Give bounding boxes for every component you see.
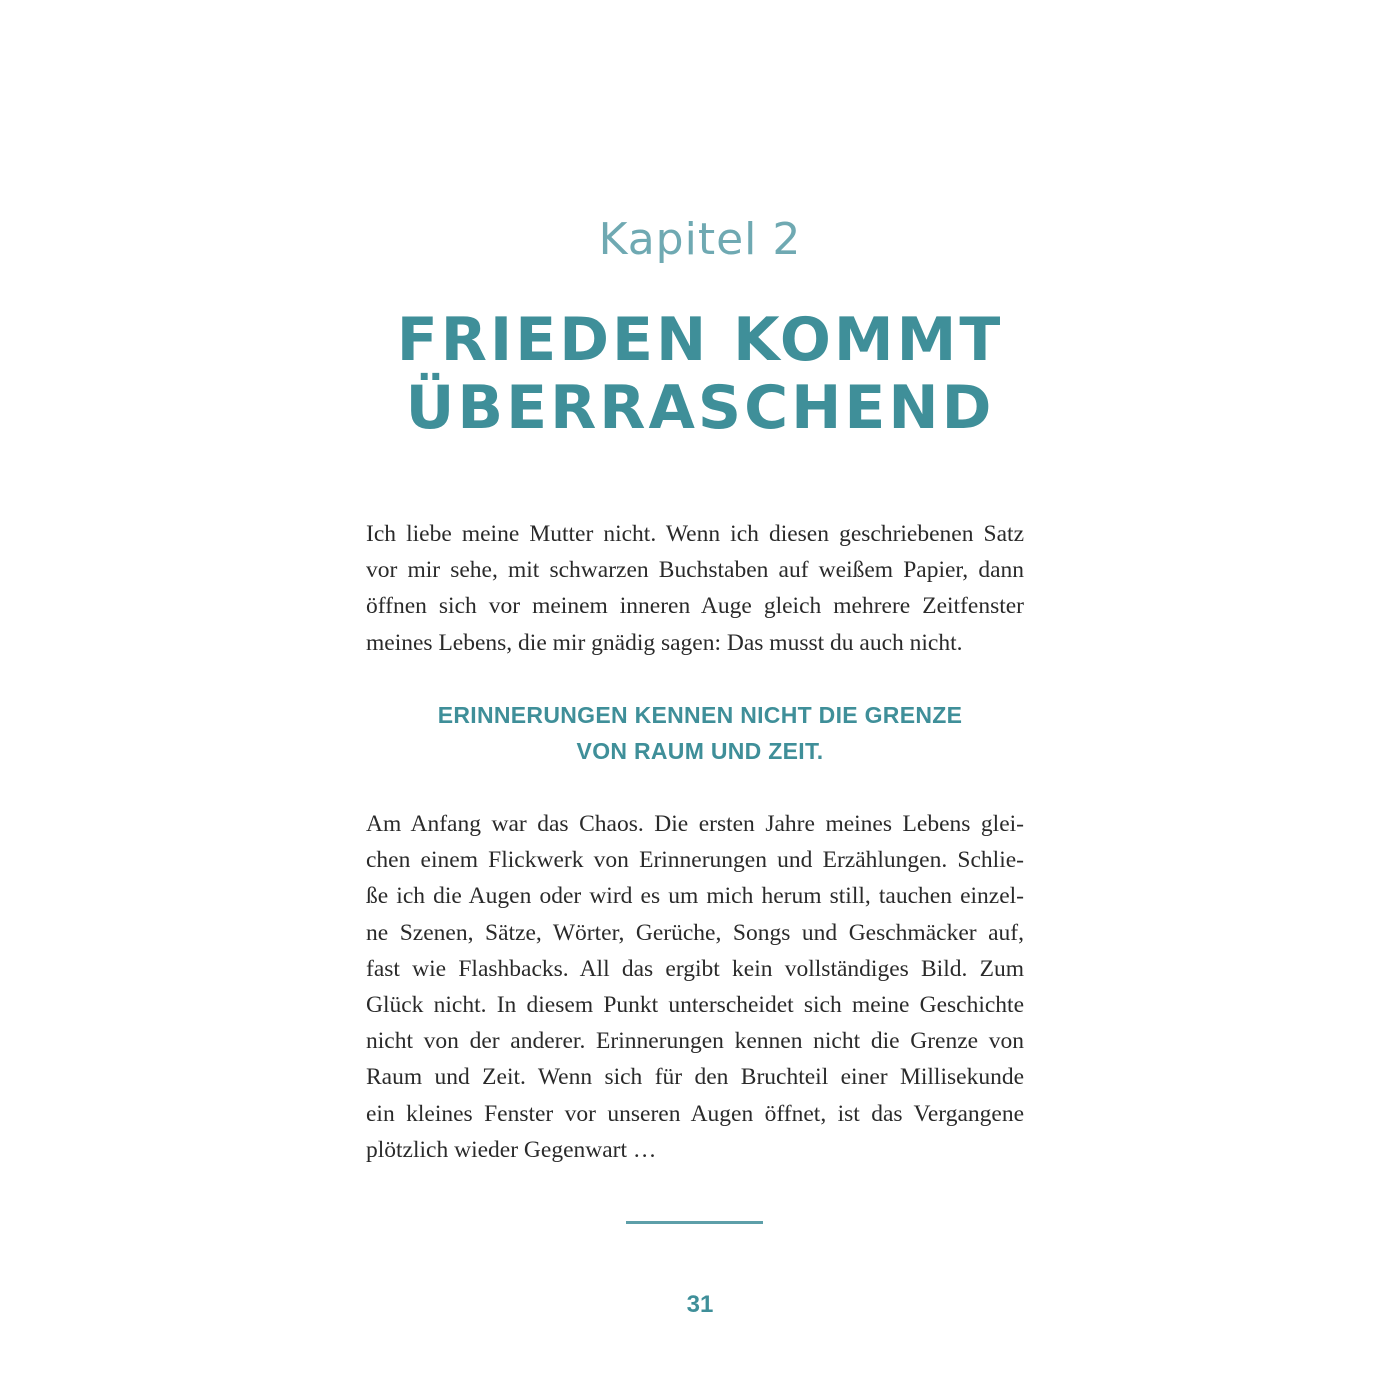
paragraph-line: öffnen sich vor meinem inneren Auge gleich mehrere Zeitfenster [366, 593, 1024, 620]
body-paragraph-1 [366, 516, 1024, 661]
paragraph-line: Raum und Zeit. Wenn sich für den Bruchteil einer Millisekunde [366, 1064, 1024, 1091]
paragraph-line: Am Anfang war das Chaos. Die ersten Jahre meines Lebens glei- [366, 811, 1024, 837]
paragraph-line: chen einem Flickwerk von Erinnerungen und Erzählungen. Schlie- [366, 847, 1024, 874]
paragraph-line: Glück nicht. In diesem Punkt unterscheidet sich meine Geschichte [366, 992, 1024, 1019]
pull-quote-line-1: ERINNERUNGEN KENNEN NICHT DIE GRENZE [437, 702, 963, 728]
section-divider [626, 1221, 763, 1224]
pull-quote-line-2: VON RAUM UND ZEIT. [576, 738, 824, 764]
chapter-title-line-1: FRIEDEN KOMMT [396, 305, 1004, 375]
pull-quote [0, 697, 1400, 769]
chapter-label: Kapitel 2 [598, 214, 802, 265]
paragraph-line: ne Szenen, Sätze, Wörter, Gerüche, Songs und Geschmäcker auf, [366, 919, 1024, 946]
paragraph-line: Ich liebe meine Mutter nicht. Wenn ich diesen geschriebenen Satz [366, 521, 1024, 547]
paragraph-line: vor mir sehe, mit schwarzen Buchstaben auf weißem Papier, dann [366, 557, 1024, 584]
paragraph-line: nicht von der anderer. Erinnerungen kennen nicht die Grenze von [366, 1028, 1024, 1055]
paragraph-line: ein kleines Fenster vor unseren Augen öffnet, ist das Vergangene [366, 1100, 1024, 1127]
chapter-title-line-2: ÜBERRASCHEND [405, 373, 995, 443]
paragraph-line: meines Lebens, die mir gnädig sagen: Das musst du auch nicht. [366, 629, 963, 656]
paragraph-line: plötzlich wieder Gegenwart … [366, 1136, 657, 1163]
page-number: 31 [686, 1291, 714, 1318]
body-paragraph-2 [366, 806, 1024, 1168]
chapter-title [0, 306, 1400, 442]
paragraph-line: fast wie Flashbacks. All das ergibt kein vollständiges Bild. Zum [366, 955, 1024, 982]
paragraph-line: ße ich die Augen oder wird es um mich herum still, tauchen einzel- [366, 883, 1024, 910]
